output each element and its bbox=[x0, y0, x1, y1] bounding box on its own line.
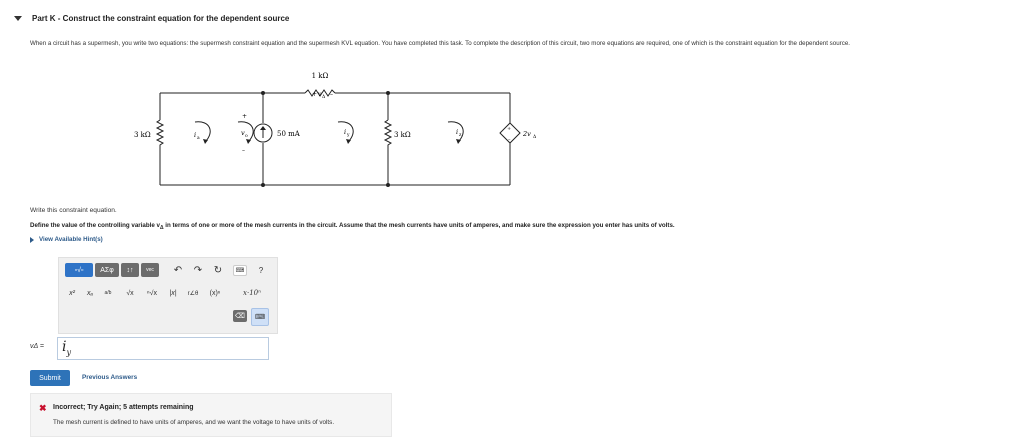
undo-icon[interactable]: ↶ bbox=[173, 264, 183, 276]
label-r-top-minus: – bbox=[330, 91, 333, 98]
error-x-icon: ✖ bbox=[39, 403, 47, 413]
abs-button[interactable]: |x| bbox=[169, 289, 177, 297]
hint-link-label: View Available Hint(s) bbox=[39, 236, 103, 243]
label-mesh-y: i bbox=[344, 128, 347, 136]
label-current-source: 50 mA bbox=[277, 130, 300, 138]
subscript-button[interactable]: xₐ bbox=[86, 289, 93, 297]
label-vo-sub: o bbox=[245, 134, 248, 139]
answer-value-sub: y bbox=[66, 348, 72, 357]
define-prefix: Define the value of the controlling variable v bbox=[30, 222, 160, 229]
redo-icon[interactable]: ↷ bbox=[193, 264, 203, 276]
label-mesh-z-sub: z bbox=[459, 133, 462, 138]
define-sub: Δ bbox=[159, 225, 164, 232]
resistor-right-zigzag bbox=[385, 120, 391, 185]
label-vo-minus: – bbox=[242, 147, 245, 154]
label-mesh-a-sub: a bbox=[197, 136, 200, 141]
math-editor-toolbar bbox=[58, 257, 278, 334]
label-dep-source-sub: Δ bbox=[533, 135, 537, 140]
label-r-top-plus: + bbox=[312, 91, 318, 98]
sqrt-button[interactable]: √x bbox=[126, 289, 134, 297]
part-header[interactable] bbox=[14, 14, 289, 23]
answer-value bbox=[62, 339, 71, 355]
label-mesh-z: i bbox=[456, 128, 459, 136]
arrows-button[interactable]: ↕↑ bbox=[121, 263, 139, 277]
angle-button[interactable]: r∠θ bbox=[187, 290, 199, 297]
resistor-left-zigzag bbox=[157, 120, 163, 148]
label-vo: v bbox=[241, 129, 245, 137]
label-mesh-a: i bbox=[194, 131, 197, 139]
feedback-panel bbox=[30, 393, 392, 437]
label-r-top: 1 kΩ bbox=[311, 72, 329, 80]
fraction-button[interactable]: a/b bbox=[104, 290, 112, 296]
label-v-delta: v bbox=[318, 91, 322, 98]
define-suffix: in terms of one or more of the mesh currents in the circuit. Assume that the mesh currents have units of amperes, and make sure the expression you enter has units of volts. bbox=[163, 222, 675, 229]
nthroot-button[interactable]: ⁿ√x bbox=[147, 289, 157, 297]
answer-value-main: i bbox=[62, 339, 67, 355]
expand-caret-icon bbox=[30, 237, 34, 243]
label-r-right: 3 kΩ bbox=[394, 131, 411, 139]
vec-button[interactable]: vec bbox=[141, 263, 159, 277]
answer-label: vΔ = bbox=[30, 343, 44, 350]
circuit-diagram bbox=[120, 60, 540, 195]
label-vo-plus: + bbox=[242, 113, 248, 120]
collapse-caret-icon[interactable] bbox=[14, 16, 22, 21]
label-dep-plus: + bbox=[507, 126, 512, 132]
label-v-delta-sub: Δ bbox=[322, 95, 326, 100]
superscript-button[interactable]: x² bbox=[69, 289, 75, 297]
backspace-icon[interactable]: ⌫ bbox=[233, 310, 247, 322]
templates-button[interactable]: ▫√▫ bbox=[65, 263, 93, 277]
help-icon[interactable]: ? bbox=[258, 265, 264, 275]
label-mesh-y-sub: y bbox=[347, 133, 350, 138]
paren-button[interactable]: (x)ⁿ bbox=[209, 289, 221, 297]
feedback-message: The mesh current is defined to have units of amperes, and we want the voltage to have units of volts. bbox=[53, 419, 335, 426]
answer-input[interactable] bbox=[57, 337, 269, 360]
part-title: Part K - Construct the constraint equation for the dependent source bbox=[32, 14, 290, 23]
submit-button[interactable]: Submit bbox=[30, 370, 70, 386]
feedback-title: Incorrect; Try Again; 5 attempts remaining bbox=[53, 404, 194, 411]
intro-text: When a circuit has a supermesh, you write two equations: the supermesh constraint equation and the supermesh KVL equation. You have completed this task. To complete the description of this circuit, two more equations are required, one of which is the constraint equation for the dependent source. bbox=[30, 40, 850, 47]
keyboard-toggle-icon[interactable]: ⌨ bbox=[251, 308, 269, 326]
keyboard-icon[interactable]: ⌨ bbox=[233, 265, 247, 276]
greek-button[interactable]: ΑΣφ bbox=[95, 263, 119, 277]
sci-notation-button[interactable]: x·10ⁿ bbox=[243, 289, 261, 297]
label-dep-minus: – bbox=[508, 137, 511, 143]
reset-icon[interactable]: ↻ bbox=[213, 264, 223, 276]
write-instruction: Write this constraint equation. bbox=[30, 207, 117, 214]
view-hints-link[interactable] bbox=[30, 236, 103, 243]
previous-answers-link[interactable]: Previous Answers bbox=[82, 374, 138, 381]
label-r-left: 3 kΩ bbox=[134, 131, 151, 139]
define-instruction bbox=[30, 222, 675, 231]
label-dep-source: 2v bbox=[523, 130, 531, 138]
